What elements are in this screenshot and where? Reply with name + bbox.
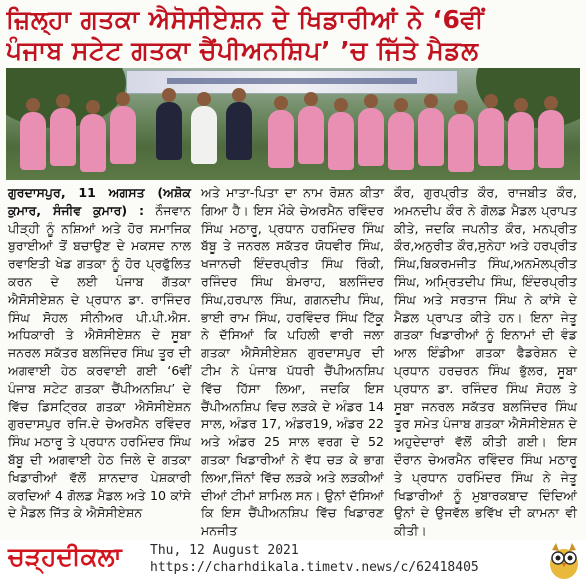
banner [126, 70, 458, 94]
player [448, 114, 474, 172]
player [80, 114, 106, 172]
player [508, 112, 534, 170]
article-column-1 [8, 184, 191, 522]
headline-line-2: ਪੰਜਾਬ ਸਟੇਟ ਗਤਕਾ ਚੈਂਪੀਅਨਸ਼ਿਪ’ ’ਚ ਜਿੱਤੇ ਮੈਡਲ [6, 36, 479, 65]
player [538, 110, 564, 168]
column-1-text: ਨੌਜਵਾਨ ਪੀੜ੍ਹੀ ਨੂੰ ਨਸ਼ਿਆਂ ਅਤੇ ਹੋਰ ਸਮਾਜਿਕ ਬੁਰਾਈਆਂ ਤੋਂ ਬਚਾਉਣ ਦੇ ਮਕਸਦ ਨਾਲ ਰਵਾਇਤੀ ਖੇਡ ਗਤਕਾ ਨੂੰ ਹੋਰ ਪ੍ਰਫੁੱਲਿਤ ਕਰਨ ਦੇ ਲਈ ਪੰਜਾਬ ਗੱਤਕਾ ਐਸੋਸੀਏਸ਼ਨ ਦੇ ਪ੍ਰਧਾਨ ਡਾ. ਰਾਜਿੰਦਰ ਸਿੰਘ ਸੋਹਲ ਸੀਨੀਅਰ ਪੀ.ਪੀ.ਐਸ. ਅਧਿਕਾਰੀ ਤੇ ਐਸੋਸੀਏਸ਼ਨ ਦੇ ਸੂਬਾ ਜਨਰਲ ਸਕੱਤਰ ਬਲਜਿੰਦਰ ਸਿੰਘ ਤੂਰ ਦੀ ਅਗਵਾਈ ਹੇਠ ਕਰਵਾਈ ਗਈ ‘6ਵੀਂ ਪੰਜਾਬ ਸਟੇਟ ਗਤਕਾ ਚੈਂਪੀਅਨਸ਼ਿਪ’ ਦੇ ਵਿੱਚ ਡਿਸਟ੍ਰਿਕ ਗਤਕਾ ਐਸੋਸੀਏਸ਼ਨ ਗੁਰਦਾਸਪੁਰ ਰਜਿ.ਦੇ ਚੇਅਰਮੈਨ ਰਵਿੰਦਰ ਸਿੰਘ ਮਠਾਰੂ ਤੇ ਪ੍ਰਧਾਨ ਹਰਮਿੰਦਰ ਸਿੰਘ ਬੱਬੂ ਦੀ ਅਗਵਾਈ ਹੇਠ ਜਿਲੇ ਦੇ ਗਤਕਾ ਖਿਡਾਰੀਆਂ ਵੱਲੋਂ ਸ਼ਾਨਦਾਰ ਪੇਸ਼ਕਾਰੀ ਕਰਦਿਆਂ 4 ਗੋਲਡ ਮੈਡਲ ਅਤੇ 10 ਕਾਂਸੇ ਦੇ ਮੈਡਲ ਜਿੱਤ ਕੇ ਐਸੋਸੀਏਸ਼ਨ [8, 202, 191, 521]
player [268, 110, 294, 168]
article-column-2 [201, 184, 384, 540]
dateline: ਗੁਰਦਾਸਪੁਰ, 11 ਅਗਸਤ (ਅਸ਼ੋਕ ਕੁਮਾਰ, ਸੰਜੀਵ ਕੁਮਾਰ) : [8, 185, 191, 218]
player [358, 108, 384, 166]
newspaper-logo: ਚੜ੍ਹਦੀਕਲਾ [8, 542, 122, 571]
player [388, 112, 414, 170]
column-3-text: ਕੌਰ, ਗੁਰਪ੍ਰੀਤ ਕੌਰ, ਰਾਜਬੀਤ ਕੌਰ, ਅਮਨਦੀਪ ਕੌਰ ਨੇ ਗੋਲਡ ਮੈਡਲ ਪ੍ਰਾਪਤ ਕੀਤੇ, ਜਦਕਿ ਜਪਨੀਤ ਕੌਰ, ਮਨਪ੍ਰੀਤ ਕੌਰ,ਅਨੁਰੀਤ ਕੌਰ,ਸੁਨੇਹਾ ਅਤੇ ਹਰਪ੍ਰੀਤ ਸਿੰਘ,ਬਿਕਰਮਜੀਤ ਸਿੰਘ,ਅਨਮੋਲਪ੍ਰੀਤ ਸਿੰਘ, ਅਮ੍ਰਿਤਦੀਪ ਸਿੰਘ, ਇੰਦਰਪ੍ਰੀਤ ਸਿੰਘ ਅਤੇ ਸਰਤਾਜ ਸਿੰਘ ਨੇ ਕਾਂਸੇ ਦੇ ਮੈਡਲ ਪ੍ਰਾਪਤ ਕੀਤੇ ਹਨ। ਇਨਾ ਜੇਤੂ ਗਤਕਾ ਖਿਡਾਰੀਆਂ ਨੂੰ ਇਨਾਮਾਂ ਦੀ ਵੰਡ ਆਲ ਇੰਡੀਆ ਗਤਕਾ ਫੈਡਰੇਸ਼ਨ ਦੇ ਪ੍ਰਧਾਨ ਹਰਚਰਨ ਸਿੰਘ ਭੁੱਲਰ, ਸੂਬਾ ਪ੍ਰਧਾਨ ਡਾ. ਰਜਿੰਦਰ ਸਿੰਘ ਸੋਹਲ ਤੇ ਸੂਬਾ ਜਨਰਲ ਸਕੱਤਰ ਬਲਜਿੰਦਰ ਸਿੰਘ ਤੂਰ ਸਮੇਤ ਪੰਜਾਬ ਗਤਕਾ ਐਸੋਸੀਏਸ਼ਨ ਦੇ ਅਹੁਦੇਦਾਰਾਂ ਵੱਲੋਂ ਕੀਤੀ ਗਈ। ਇਸ ਦੌਰਾਨ ਚੇਅਰਮੈਨ ਰਵਿੰਦਰ ਸਿੰਘ ਮਠਾਰੂ ਤੇ ਪ੍ਰਧਾਨ ਹਰਮਿੰਦਰ ਸਿੰਘ ਨੇ ਜੇਤੂ ਖਿਡਾਰੀਆਂ ਨੂੰ ਮੁਬਾਰਕਬਾਦ ਦਿੰਦਿਆਂ ਉਨਾਂ ਦੇ ਉਜਵੱਲ ਭਵਿੱਖ ਦੀ ਕਾਮਨਾ ਵੀ ਕੀਤੀ। [394, 185, 577, 539]
player [20, 112, 46, 170]
player [298, 106, 324, 164]
column-2-text: ਅਤੇ ਮਾਤਾ-ਪਿਤਾ ਦਾ ਨਾਮ ਰੋਸ਼ਨ ਕੀਤਾ ਗਿਆ ਹੈ। ਇਸ ਮੌਕੇ ਚੇਅਰਮੈਨ ਰਵਿੰਦਰ ਸਿੰਘ ਮਠਾਰੂ, ਪ੍ਰਧਾਨ ਹਰਮਿੰਦਰ ਸਿੰਘ ਬੱਬੂ ਤੇ ਜਨਰਲ ਸਕੱਤਰ ਯੋਧਵੀਰ ਸਿੰਘ, ਖਜਾਨਚੀ ਇੰਦਰਪ੍ਰੀਤ ਸਿੰਘ ਰਿੰਕੀ, ਰਜਿੰਦਰ ਸਿੰਘ ਬੰਮਰਾਹ, ਬਲਜਿੰਦਰ ਸਿੰਘ,ਹਰਪਾਲ ਸਿੰਘ, ਗਗਨਦੀਪ ਸਿੰਘ, ਭਾਈ ਰਾਮ ਸਿੰਘ, ਹਰਵਿੰਦਰ ਸਿੰਘ ਟਿੱਕੂ ਨੇ ਦੱਸਿਆਂ ਕਿ ਪਹਿਲੀ ਵਾਰੀ ਜਲਾ ਗਤਕਾ ਐਸੋਸੀਏਸ਼ਨ ਗੁਰਦਾਸਪੁਰ ਦੀ ਟੀਮ ਨੇ ਪੰਜਾਬ ਪੱਧਰੀ ਚੈਂਪੀਅਨਸ਼ਿਪ ਵਿੱਚ ਹਿੱਸਾ ਲਿਆ, ਜਦਕਿ ਇਸ ਚੈਂਪੀਅਨਸ਼ਿਪ ਵਿਚ ਲੜਕੇ ਦੇ ਅੰਡਰ 14 ਸਾਲ, ਅੰਡਰ 17, ਅੰਡਰ19, ਅੰਡਰ 22 ਅਤੇ ਅੰਡਰ 25 ਸਾਲ ਵਰਗ ਦੇ 52 ਗਤਕਾ ਖਿਡਾਰੀਆਂ ਨੇ ਵੱਧ ਚੜ ਕੇ ਭਾਗ ਲਿਆ,ਜਿੰਨਾਂ ਵਿੱਚ ਲੜਕੇ ਅਤੇ ਲੜਕੀਆਂ ਦੀਆਂ ਟੀਮਾਂ ਸ਼ਾਮਿਲ ਸਨ। ਉਨਾਂ ਦੱਸਿਆਂ ਕਿ ਇਸ ਚੈਂਪੀਅਨਸ਼ਿਪ ਵਿੱਚ ਖਿਡਾਰਣ ਮਨਜੀਤ [201, 185, 384, 539]
official [226, 102, 252, 160]
source-link[interactable]: https://charhdikala.timetv.news/c/62418405 [150, 560, 479, 575]
headline-line-1: ਜ਼ਿਲ੍ਹਾ ਗਤਕਾ ਐਸੋਸੀਏਸ਼ਨ ਦੇ ਖਿਡਾਰੀਆਂ ਨੇ ‘6ਵੀਂ [6, 5, 485, 34]
player [50, 108, 76, 166]
footer [0, 540, 586, 582]
headline [6, 4, 580, 66]
article-column-3 [394, 184, 577, 540]
player [418, 108, 444, 166]
official [191, 106, 217, 164]
player [478, 108, 504, 166]
owl-icon [546, 540, 582, 580]
publication-date: Thu, 12 August 2021 [150, 543, 299, 558]
player [110, 106, 136, 164]
group-photo [6, 68, 580, 180]
official [156, 102, 182, 160]
article-body [6, 184, 580, 539]
player [328, 112, 354, 170]
